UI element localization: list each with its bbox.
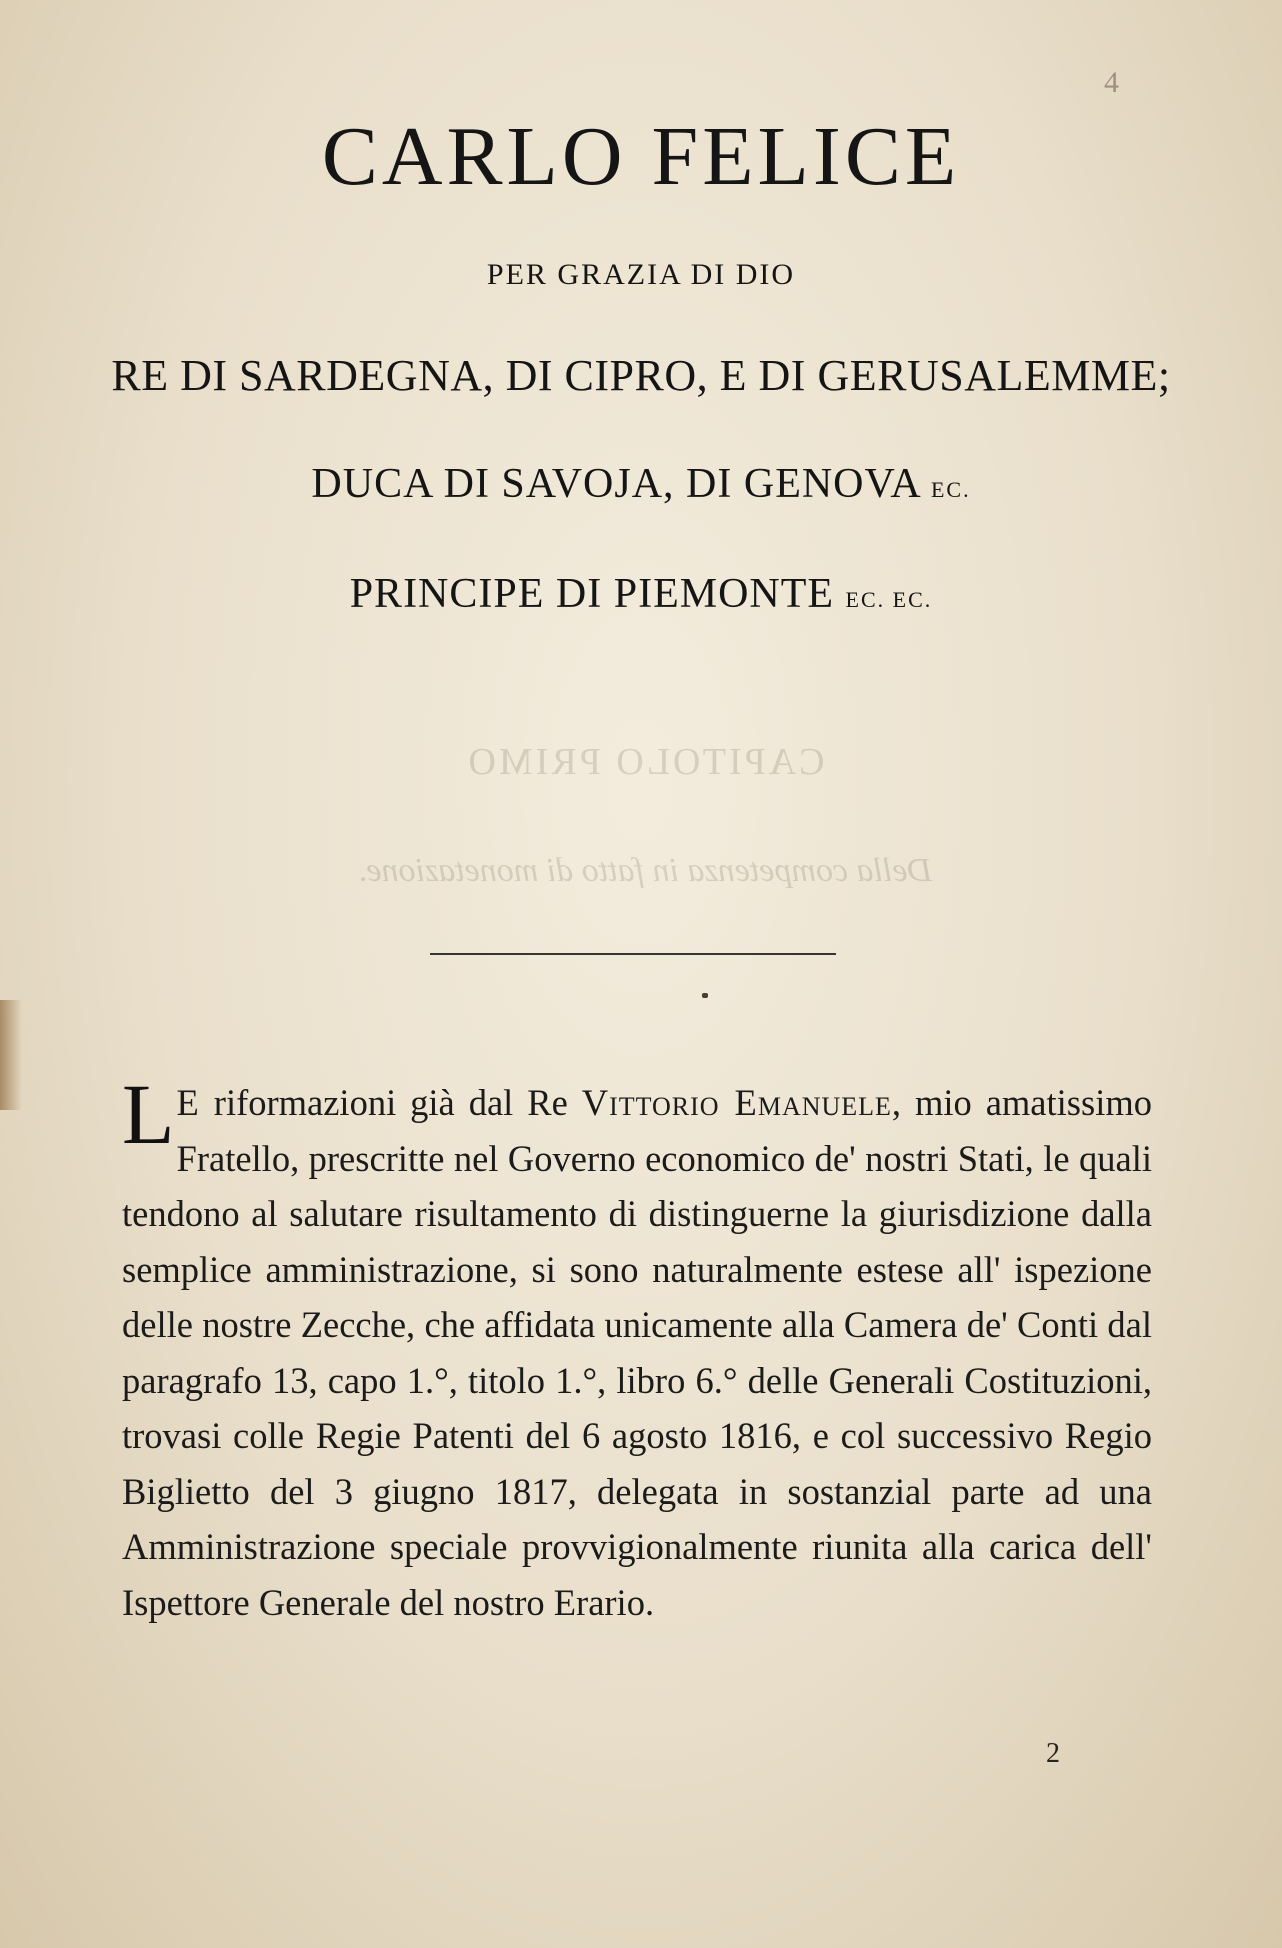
show-through-subtitle: Della competenza in fatto di monetazione. — [357, 852, 933, 889]
prince-text: PRINCIPE DI PIEMONTE — [349, 571, 835, 617]
page-mark: 4 — [1104, 66, 1119, 99]
paragraph-text-a: riformazioni già dal Re — [199, 1082, 582, 1123]
king-titles: RE DI SARDEGNA, DI CIPRO, E DI GERUSALEMME; — [111, 351, 1171, 400]
duke-titles — [0, 460, 1282, 508]
ink-speck — [702, 993, 708, 998]
show-through-chapter: CAPITOLO PRIMO — [465, 741, 825, 783]
drop-cap: L — [122, 1066, 175, 1162]
king-name: Vittorio Emanuele — [581, 1082, 892, 1123]
divider-rule — [430, 953, 836, 955]
prince-titles — [0, 570, 1282, 618]
duke-etc: EC. — [930, 477, 971, 502]
signature-mark: 2 — [1046, 1738, 1060, 1769]
duke-text: DUCA DI SAVOJA, DI GENOVA — [311, 461, 920, 507]
sovereign-name: CARLO FELICE — [321, 110, 961, 203]
edge-stain — [0, 1000, 22, 1110]
paragraph-text-b: , mio amatissimo Fratello, prescritte nel Governo economico de' nostri Stati, le quali tendono al salutare risultamento di distinguerne la giurisdizione dalla semplice amministrazione, si sono naturalmente estese all' ispezione delle nostre Zecche, che affidata unicamente alla Camera de' Conti dal paragrafo 13, capo 1.°, titolo 1.°, libro 6.° delle Generali Costituzioni, trovasi colle Regie Patenti del 6 agosto 1816, e col successivo Regio Biglietto del 3 giugno 1817, delegata in sostanzial parte ad una Amministrazione speciale provvigionalmente riunita alla carica dell' Ispettore Generale del nostro Erario. — [122, 1082, 1152, 1623]
first-word-rest: E — [176, 1082, 200, 1123]
grace-line: PER GRAZIA DI DIO — [486, 258, 796, 291]
prince-etc: EC. EC. — [845, 587, 933, 612]
decree-paragraph — [122, 1066, 1152, 1630]
